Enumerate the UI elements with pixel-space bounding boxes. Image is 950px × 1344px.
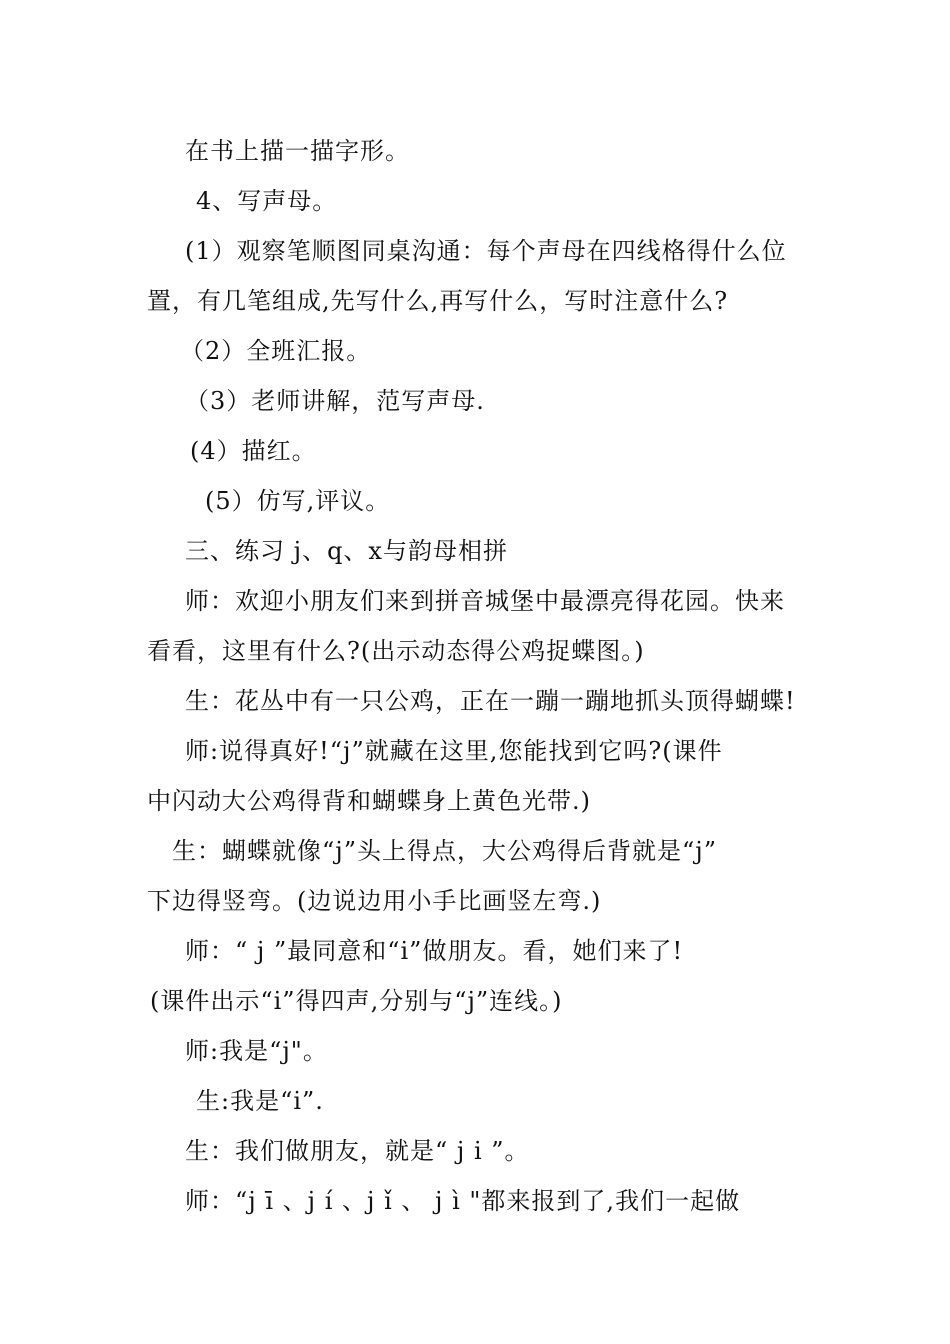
text-line: 下边得竖弯。(边说边用小手比画竖左弯.) — [147, 887, 602, 915]
text-line: （2）全班汇报。 — [180, 337, 372, 365]
text-line: (课件出示“i”得四声,分别与“j”连线。) — [150, 987, 563, 1015]
text-line: （3）老师讲解，范写声母. — [185, 387, 485, 415]
text-line: 三、练习 j、q、x与韵母相拼 — [185, 537, 508, 565]
text-line: 生：蝴蝶就像“j”头上得点，大公鸡得后背就是“j” — [172, 837, 717, 865]
text-line: 在书上描一描字形。 — [185, 137, 410, 165]
text-line: (5）仿写,评议。 — [205, 487, 391, 515]
text-line: 置，有几笔组成,先写什么,再写什么，写时注意什么? — [147, 287, 729, 315]
text-line: 师:说得真好!“j”就藏在这里,您能找到它吗?(课件 — [185, 737, 723, 765]
text-line: (4）描红。 — [190, 437, 317, 465]
text-line: 师:我是“j"。 — [185, 1037, 328, 1065]
text-line: 生：我们做朋友，就是“ j i ”。 — [185, 1137, 530, 1165]
text-line: 师：欢迎小朋友们来到拼音城堡中最漂亮得花园。快来 — [185, 587, 785, 615]
text-line: 看看，这里有什么?(出示动态得公鸡捉蝶图。) — [147, 637, 645, 665]
text-line: 师：“j ī 、j í 、j ǐ 、 j ì "都来报到了,我们一起做 — [185, 1187, 741, 1215]
text-line: 生:我是“i”. — [196, 1087, 324, 1115]
text-line: 师：“ j ”最同意和“i”做朋友。看，她们来了! — [185, 937, 684, 965]
text-line: 4、写声母。 — [196, 187, 338, 215]
text-line: 中闪动大公鸡得背和蝴蝶身上黄色光带.) — [147, 787, 591, 815]
text-line: (1）观察笔顺图同桌沟通：每个声母在四线格得什么位 — [185, 237, 787, 265]
text-line: 生：花丛中有一只公鸡，正在一蹦一蹦地抓头顶得蝴蝶! — [185, 687, 796, 715]
